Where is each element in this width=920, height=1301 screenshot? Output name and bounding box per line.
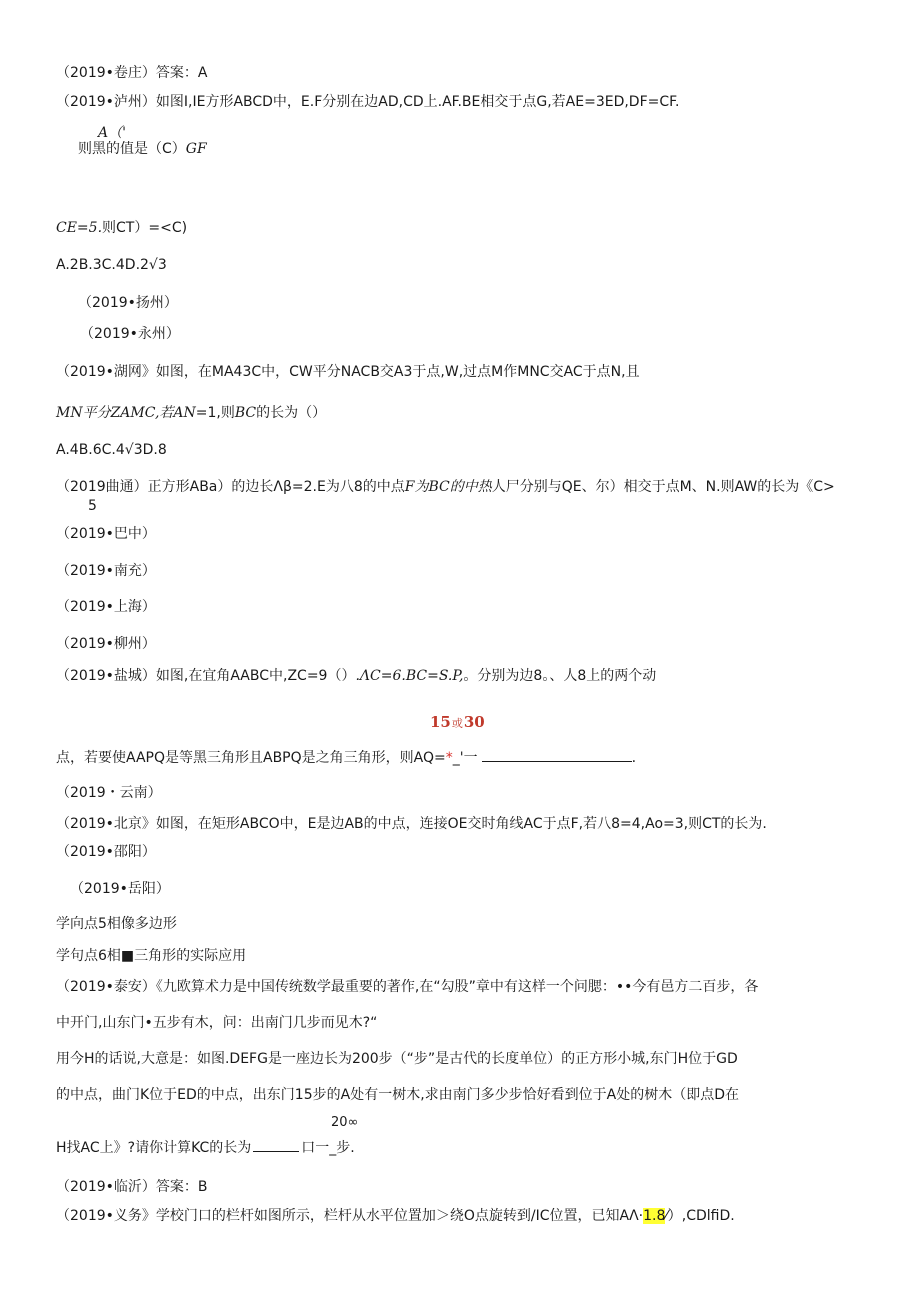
line-16-text: （2019•上海） bbox=[56, 599, 156, 615]
line-18-text-a: （2019•盐城）如图,在宜角AABC中,ZC=9（） bbox=[56, 668, 356, 684]
line-19-text-c: _'一 bbox=[452, 750, 478, 766]
line-31-text-c: _步. bbox=[329, 1140, 355, 1156]
line-33 bbox=[56, 1207, 735, 1225]
line-6-text: A.2B.3C.4D.2√3 bbox=[56, 257, 167, 273]
line-23 bbox=[70, 880, 170, 898]
line-27 bbox=[56, 1014, 377, 1032]
line-17-text: （2019•柳州） bbox=[56, 636, 156, 652]
line-24 bbox=[56, 915, 177, 933]
line-13 bbox=[88, 497, 97, 515]
line-22 bbox=[56, 843, 156, 861]
line-12-text-c: 人尸分别与QE、尔）相交于点M、N.则AW的长为《C> bbox=[491, 479, 835, 495]
line-12-text-b: F为BC的中热 bbox=[404, 479, 492, 495]
line-31 bbox=[56, 1139, 355, 1157]
line-17 bbox=[56, 635, 156, 653]
line-19-text-a: 点，若要使AAPQ是等黑三角形且ABPQ是之角三角形，则AQ= bbox=[56, 750, 446, 766]
line-21 bbox=[56, 815, 767, 833]
line-9 bbox=[56, 363, 640, 381]
line-32-text: （2019•临沂）答案：B bbox=[56, 1179, 208, 1195]
line-12-text-a: （2019曲通）正方形ABa）的边长Λβ=2.E为八8的中点 bbox=[56, 479, 405, 495]
line-32 bbox=[56, 1178, 208, 1196]
line-10 bbox=[56, 404, 326, 422]
line-5-text-b: 则CT）=<C) bbox=[102, 220, 188, 236]
line-11 bbox=[56, 441, 167, 459]
line-20-text: （2019・云南） bbox=[56, 785, 162, 801]
line-7 bbox=[78, 294, 178, 312]
line-31-text-b: 口一 bbox=[301, 1140, 330, 1156]
line-1-text: （2019•卷庄）答案：A bbox=[56, 65, 208, 81]
line-4-text-a: 则黑的值是（C） bbox=[78, 141, 186, 157]
line-21-text: （2019•北京》如图，在矩形ABCO中，E是边AB的中点，连接OE交时角线AC于点F,若八8=4,Ao=3,则CT的长为. bbox=[56, 816, 767, 832]
line-19 bbox=[56, 749, 636, 767]
answer-right: 30 bbox=[463, 713, 485, 731]
line-3-text: A（' bbox=[98, 125, 126, 141]
line-30 bbox=[331, 1114, 358, 1132]
answer-mid: 或 bbox=[451, 717, 463, 730]
line-19-text-b: * bbox=[445, 750, 453, 766]
line-4 bbox=[78, 140, 207, 158]
line-18 bbox=[56, 667, 656, 685]
line-31-text-a: H找AC上》?请你计算KC的长为 bbox=[56, 1140, 252, 1156]
line-5 bbox=[56, 219, 187, 237]
line-14-text: （2019•巴中） bbox=[56, 526, 156, 542]
line-27-text: 中开门,山东门•五步有木，问：出南门几步而见木?“ bbox=[56, 1015, 378, 1031]
line-25-text: 学句点6相■三角形的实际应用 bbox=[56, 948, 247, 964]
line-15 bbox=[56, 562, 156, 580]
line-19-text-d: . bbox=[631, 750, 637, 766]
line-9-text: （2019•湖网》如图，在MA43C中，CW平分NACB交A3于点,W,过点M作MNC交AC于点N,且 bbox=[56, 364, 640, 380]
line-20 bbox=[56, 784, 162, 802]
line-16 bbox=[56, 598, 156, 616]
highlight-value: 1.8 bbox=[643, 1208, 666, 1224]
line-26-text: （2019•泰安）《九欧算术力是中国传统数学最重要的著作,在“勾股”章中有这样一个问腮：••今有邑方二百步，各 bbox=[56, 979, 759, 995]
line-7-text: （2019•扬州） bbox=[78, 295, 178, 311]
line-22-text: （2019•邵阳） bbox=[56, 844, 156, 860]
line-2 bbox=[56, 93, 679, 111]
line-13-text: 5 bbox=[88, 498, 97, 514]
line-2-text: （2019•泸州）如图I,IE方形ABCD中，E.F分别在边AD,CD上.AF.BE相交于点G,若AE=3ED,DF=CF. bbox=[56, 94, 680, 110]
line-8 bbox=[80, 325, 180, 343]
line-24-text: 学向点5相像多边形 bbox=[56, 916, 177, 932]
kc-blank bbox=[253, 1139, 299, 1152]
line-25 bbox=[56, 947, 246, 965]
line-29 bbox=[56, 1086, 739, 1104]
line-10-text-c: BC bbox=[234, 405, 257, 421]
answer-left: 15 bbox=[430, 713, 451, 731]
line-4-text-b: GF bbox=[185, 141, 207, 157]
line-5-text-a: CE=5. bbox=[56, 220, 103, 236]
line-33-text-c: ⁄）,CDlfiD. bbox=[665, 1208, 735, 1224]
line-26 bbox=[56, 978, 758, 996]
line-18-text-b: .ΛC=6.BC=S.P, bbox=[355, 668, 464, 684]
line-33-text-a: （2019•义务》学校门口的栏杆如图所示，栏杆从水平位置加＞绕O点旋转到/IC位置，已知AΛ· bbox=[56, 1208, 644, 1224]
line-12 bbox=[56, 478, 835, 496]
line-15-text: （2019•南充） bbox=[56, 563, 156, 579]
line-28-text: 用今H的话说,大意是：如图.DEFG是一座边长为200步（“步”是古代的长度单位）的正方形小城,东门H位于GD bbox=[56, 1051, 738, 1067]
line-29-text: 的中点，曲门K位于ED的中点，出东门15步的A处有一树木,求由南门多少步恰好看到位于A处的树木（即点D在 bbox=[56, 1087, 740, 1103]
line-10-text-b: =1,则 bbox=[195, 405, 235, 421]
line-18-text-c: 。分别为边8。、人8上的两个动 bbox=[463, 668, 657, 684]
line-8-text: （2019•永州） bbox=[80, 326, 180, 342]
line-10-text-d: 的长为（） bbox=[256, 405, 327, 421]
answer-blank bbox=[482, 749, 632, 762]
line-23-text: （2019•岳阳） bbox=[70, 881, 170, 897]
line-10-text-a: MN平分ZAMC,若AN bbox=[56, 405, 196, 421]
answer-mark bbox=[430, 713, 485, 731]
line-1 bbox=[56, 64, 207, 82]
line-11-text: A.4B.6C.4√3D.8 bbox=[56, 442, 167, 458]
line-6 bbox=[56, 256, 167, 274]
line-30-text: 20∞ bbox=[331, 1115, 359, 1130]
line-28 bbox=[56, 1050, 738, 1068]
line-14 bbox=[56, 525, 156, 543]
